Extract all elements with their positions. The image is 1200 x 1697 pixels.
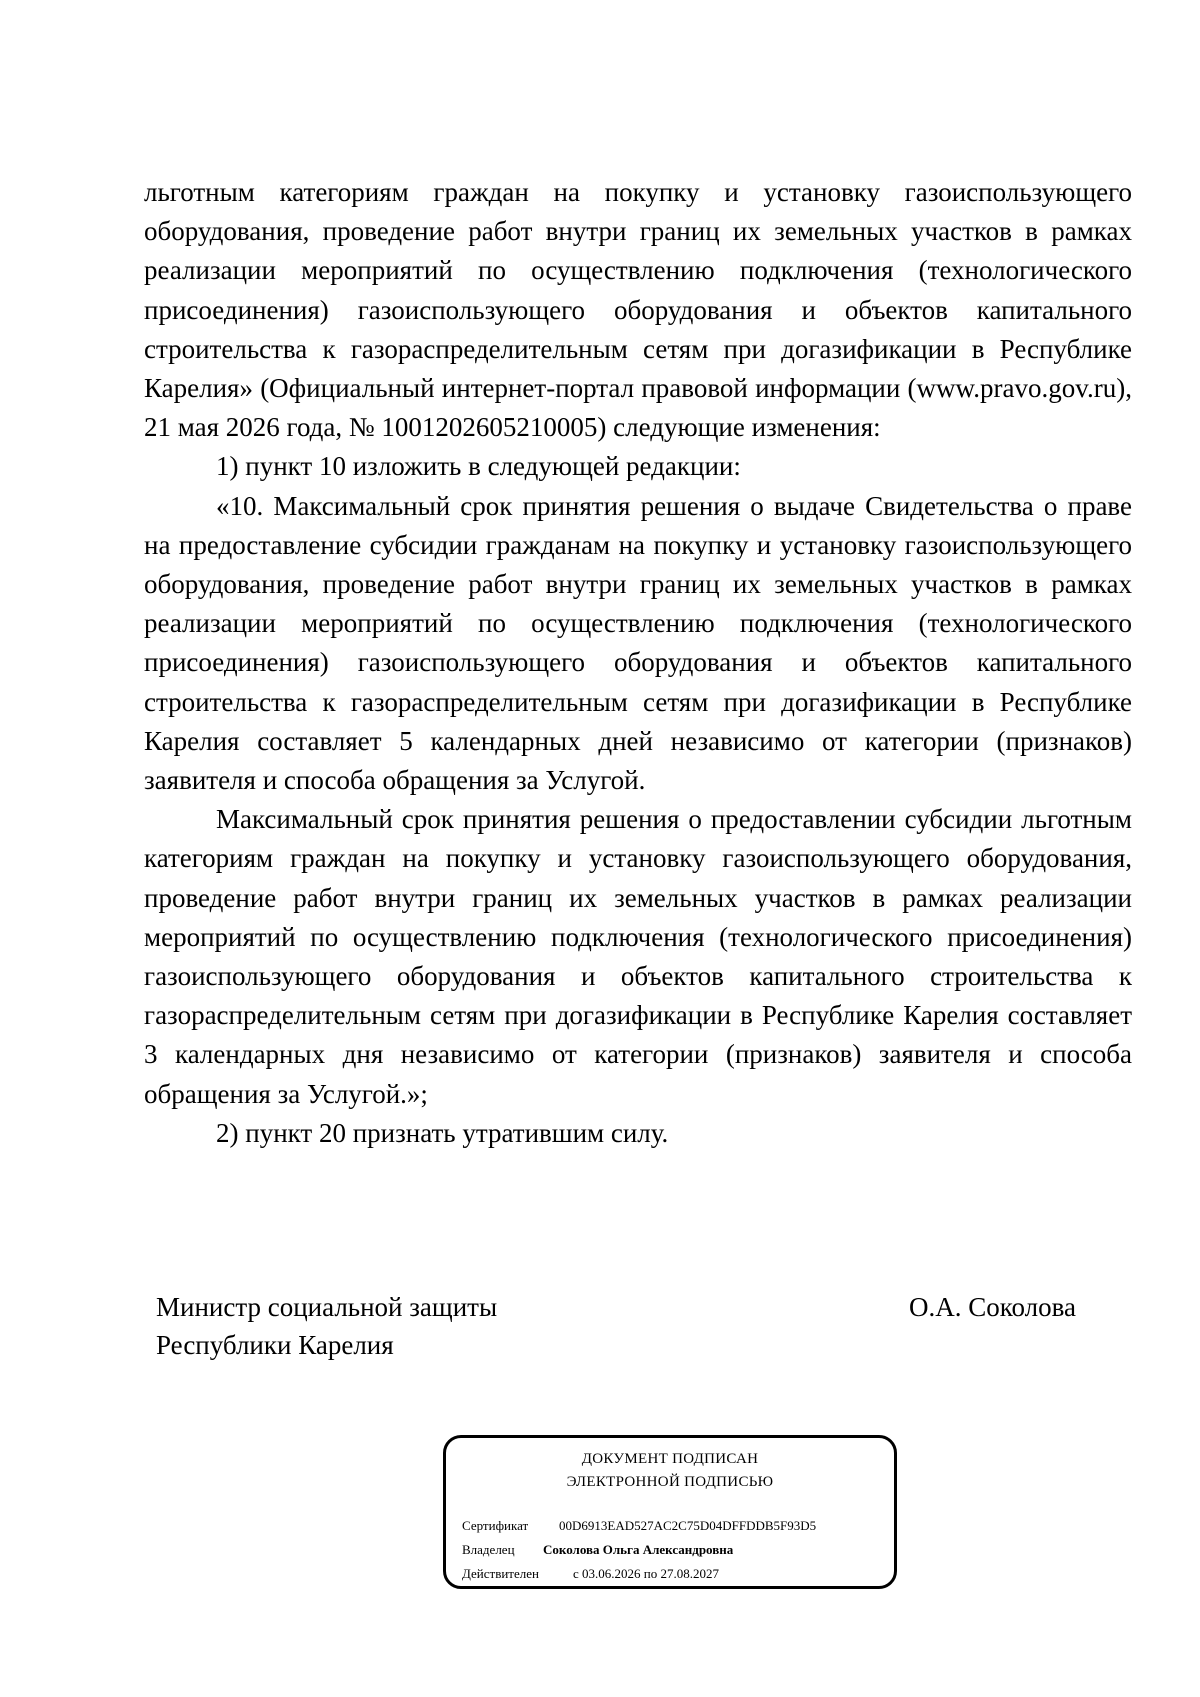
paragraph-item-10-text: «10. Максимальный срок принятия решения о выдаче Свидетельства о праве на предоставление субсидии гражданам на покупку и установку газоиспользующего оборудования, проведение работ внутри границ их земельных участков в рамках реализации мероприятий по осуществлению подключения (технологического присоединения) газоиспользующего оборудования и объектов капитального строительства к газораспределительным сетям при догазификации в Республике Карелия составляет 5 календарных дней независимо от категории (признаков) заявителя и способа обращения за Услугой.: [144, 490, 1132, 796]
signatory-name: О.А. Соколова: [909, 1292, 1076, 1322]
signatory-position: [156, 1288, 656, 1364]
paragraph-item-1: 1) пункт 10 изложить в следующей редакции:: [216, 451, 741, 482]
esign-certificate-value: 00D6913EAD527AC2C75D04DFFDDB5F93D5: [559, 1518, 817, 1533]
signatory-position-line2: Республики Карелия: [156, 1330, 394, 1360]
esign-owner-value: Соколова Ольга Александровна: [543, 1542, 734, 1557]
esign-details: [462, 1514, 884, 1586]
paragraph-intro-continuation: льготным категориям граждан на покупку и установку газоиспользующего оборудования, проведение работ внутри границ их земельных участков в рамках реализации мероприятий по осуществлению подключения (технологического присоединения) газоиспользующего оборудования и объектов капитального строительства к газораспределительным сетям при догазификации в Республике Карелия» (Официальный интернет-портал правовой информации (www.pravo.gov.ru), 21 мая 2026 года, № 1001202605210005) следующие изменения:: [144, 177, 1132, 443]
electronic-signature-stamp: [443, 1435, 897, 1589]
esign-validity-value: с 03.06.2026 по 27.08.2027: [573, 1566, 719, 1581]
esign-validity-row: [462, 1562, 884, 1586]
esign-certificate-label: Сертификат: [462, 1518, 529, 1533]
signatory-position-line1: Министр социальной защиты: [156, 1292, 498, 1322]
esign-title: [446, 1448, 894, 1494]
esign-owner-label: Владелец: [462, 1542, 515, 1557]
esign-title-line1: ДОКУМЕНТ ПОДПИСАН: [581, 1451, 759, 1467]
esign-owner-row: [462, 1538, 884, 1562]
paragraph-item-10-second: Максимальный срок принятия решения о предоставлении субсидии льготным категориям граждан на покупку и установку газоиспользующего оборудования, проведение работ внутри границ их земельных участков в рамках реализации мероприятий по осуществлению подключения (технологического присоединения) газоиспользующего оборудования и объектов капитального строительства к газораспределительным сетям при догазификации в Республике Карелия составляет 3 календарных дня независимо от категории (признаков) заявителя и способа обращения за Услугой.»;: [144, 804, 1132, 1109]
document-body: [144, 173, 1132, 1153]
esign-certificate-row: [462, 1514, 884, 1538]
paragraph-item-2: 2) пункт 20 признать утратившим силу.: [216, 1117, 669, 1148]
esign-validity-label: Действителен: [462, 1566, 539, 1581]
esign-title-line2: ЭЛЕКТРОННОЙ ПОДПИСЬЮ: [566, 1474, 774, 1490]
